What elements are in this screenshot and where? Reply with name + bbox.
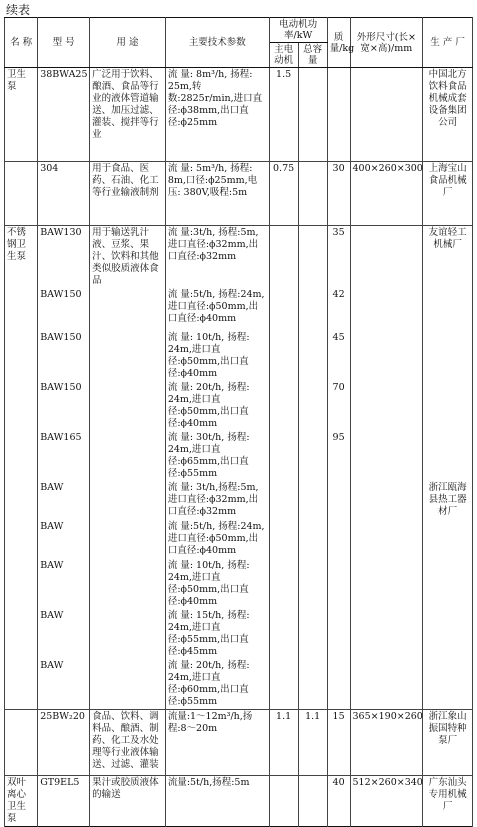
header-mass: 质量/kg xyxy=(327,18,350,68)
table-row xyxy=(5,559,473,609)
cell-maker xyxy=(423,520,473,559)
cell-params: 流 量: 30t/h, 扬程: 24m,进口直径:ϕ65mm,出口直径:ϕ55mm xyxy=(165,431,269,481)
cell-use xyxy=(90,520,166,559)
cell-power-main xyxy=(269,659,298,710)
cell-name xyxy=(5,431,38,481)
cell-dims xyxy=(350,659,423,710)
cell-power-main xyxy=(269,226,298,289)
cell-maker: 广东汕头专用机械厂 xyxy=(423,776,473,827)
cell-maker xyxy=(423,609,473,659)
table-row xyxy=(5,776,473,827)
cell-power-main: 0.75 xyxy=(269,162,298,226)
cell-params: 流 量:5t/h, 扬程:24m,进口直径:ϕ50mm,出口直径:ϕ40mm xyxy=(165,520,269,559)
cell-maker: 友谊轻工机械厂 xyxy=(423,226,473,289)
cell-mass xyxy=(327,559,350,609)
cell-model: BAW xyxy=(38,481,90,520)
cell-mass xyxy=(327,68,350,162)
cell-name: 不锈钢卫生泵 xyxy=(5,226,38,289)
cell-params: 流 量: 3t/h,扬程:5m,进口直径:ϕ32mm,出口直径:ϕ32mm xyxy=(165,481,269,520)
cell-power-main xyxy=(269,431,298,481)
cell-power-total xyxy=(298,226,327,289)
table-row xyxy=(5,162,473,226)
cell-power-total xyxy=(298,520,327,559)
cell-name xyxy=(5,162,38,226)
cell-power-total xyxy=(298,609,327,659)
cell-model: 25BW₂20 xyxy=(38,710,90,776)
table-row xyxy=(5,431,473,481)
cell-power-main: 1.5 xyxy=(269,68,298,162)
cell-model: BAW xyxy=(38,609,90,659)
table-row xyxy=(5,226,473,289)
cell-model: BAW150 xyxy=(38,288,90,331)
cell-mass: 45 xyxy=(327,331,350,381)
cell-params: 流 量: 15t/h, 扬程: 24m,进口直径:ϕ55mm,出口直径:ϕ45mm xyxy=(165,609,269,659)
cell-power-total xyxy=(298,659,327,710)
cell-use: 食品、饮料、调料品、酿酒、制药、化工及水处理等行业液体输送、过滤、灌装 xyxy=(90,710,166,776)
cell-maker xyxy=(423,559,473,609)
cell-name: 双叶离心卫生泵 xyxy=(5,776,38,827)
cell-use xyxy=(90,288,166,331)
cell-params: 流 量: 20t/h, 扬程: 24m,进口直径:ϕ50mm,出口直径:ϕ40mm xyxy=(165,381,269,431)
header-params: 主要技术参数 xyxy=(165,18,269,68)
cell-maker: 上海宝山食品机械厂 xyxy=(423,162,473,226)
header-power-main: 主电动机 xyxy=(269,43,298,68)
cell-use xyxy=(90,659,166,710)
cell-name xyxy=(5,331,38,381)
cell-mass: 40 xyxy=(327,776,350,827)
cell-power-main xyxy=(269,609,298,659)
cell-power-total xyxy=(298,431,327,481)
cell-dims xyxy=(350,609,423,659)
cell-name xyxy=(5,659,38,710)
cell-power-total xyxy=(298,776,327,827)
cell-name xyxy=(5,288,38,331)
cell-maker xyxy=(423,288,473,331)
table-row xyxy=(5,331,473,381)
cell-power-main xyxy=(269,520,298,559)
cell-power-total xyxy=(298,559,327,609)
cell-dims xyxy=(350,431,423,481)
cell-dims xyxy=(350,520,423,559)
cell-use: 用于输送乳汁液、豆浆、果汁、饮料和其他类似胶质液体食品 xyxy=(90,226,166,289)
cell-model: BAW xyxy=(38,659,90,710)
header-name: 名 称 xyxy=(5,18,38,68)
cell-params: 流量:1～12m³/h,扬程:8～20m xyxy=(165,710,269,776)
pump-spec-table xyxy=(4,17,473,827)
cell-name xyxy=(5,481,38,520)
cell-mass xyxy=(327,609,350,659)
header-maker: 生 产 厂 xyxy=(423,18,473,68)
cell-mass: 42 xyxy=(327,288,350,331)
cell-use xyxy=(90,609,166,659)
cell-model: 304 xyxy=(38,162,90,226)
cell-name xyxy=(5,381,38,431)
cell-params: 流 量:3t/h, 扬程:5m,进口直径:ϕ32mm,出口直径:ϕ32mm xyxy=(165,226,269,289)
cell-model: BAW150 xyxy=(38,381,90,431)
cell-maker xyxy=(423,381,473,431)
cell-power-total: 1.1 xyxy=(298,710,327,776)
table-row xyxy=(5,481,473,520)
cell-power-main xyxy=(269,559,298,609)
cell-mass: 70 xyxy=(327,381,350,431)
cell-dims xyxy=(350,68,423,162)
cell-name xyxy=(5,559,38,609)
cell-use xyxy=(90,481,166,520)
cell-power-total xyxy=(298,381,327,431)
header-dims: 外形尺寸(长×宽×高)/mm xyxy=(350,18,423,68)
cell-maker xyxy=(423,659,473,710)
cell-params: 流 量: 8m³/h, 扬程: 25m,转数:2825r/min,进口直径:ϕ38mm,出口直径:ϕ25mm xyxy=(165,68,269,162)
cell-power-total xyxy=(298,68,327,162)
table-body xyxy=(5,68,473,827)
cell-power-main xyxy=(269,481,298,520)
table-caption: 续表 xyxy=(6,3,31,17)
cell-model: GT9EL5 xyxy=(38,776,90,827)
cell-power-main: 1.1 xyxy=(269,710,298,776)
table-row xyxy=(5,288,473,331)
cell-use: 用于食品、医药、石油、化工等行业输液制剂 xyxy=(90,162,166,226)
header-model: 型 号 xyxy=(38,18,90,68)
table-row xyxy=(5,68,473,162)
cell-maker xyxy=(423,331,473,381)
cell-model: BAW130 xyxy=(38,226,90,289)
cell-use xyxy=(90,331,166,381)
cell-power-main xyxy=(269,776,298,827)
cell-model: 38BWA25 xyxy=(38,68,90,162)
cell-use xyxy=(90,381,166,431)
cell-power-total xyxy=(298,288,327,331)
cell-params: 流 量: 5m³/h, 扬程: 8m,口径:ϕ25mm,电压: 380V,吸程:5m xyxy=(165,162,269,226)
table-row xyxy=(5,520,473,559)
cell-model: BAW xyxy=(38,559,90,609)
cell-mass: 95 xyxy=(327,431,350,481)
cell-dims xyxy=(350,226,423,289)
cell-power-main xyxy=(269,288,298,331)
cell-power-main xyxy=(269,331,298,381)
cell-mass: 35 xyxy=(327,226,350,289)
table-row xyxy=(5,710,473,776)
cell-mass: 15 xyxy=(327,710,350,776)
cell-model: BAW xyxy=(38,520,90,559)
cell-maker: 浙江瓯海县热工器材厂 xyxy=(423,481,473,520)
cell-maker: 浙江象山振国特种泵厂 xyxy=(423,710,473,776)
cell-model: BAW165 xyxy=(38,431,90,481)
cell-model: BAW150 xyxy=(38,331,90,381)
cell-name xyxy=(5,710,38,776)
cell-use: 广泛用于饮料、酿酒、食品等行业的液体管道输送、加压过滤、灌装、搅拌等行业 xyxy=(90,68,166,162)
cell-dims: 512×260×340 xyxy=(350,776,423,827)
cell-power-main xyxy=(269,381,298,431)
cell-name: 卫生泵 xyxy=(5,68,38,162)
cell-use: 果汁或胶质液体的输送 xyxy=(90,776,166,827)
cell-params: 流 量:5t/h, 扬程:24m,进口直径:ϕ50mm,出口直径:ϕ40mm xyxy=(165,288,269,331)
cell-dims: 400×260×300 xyxy=(350,162,423,226)
cell-power-total xyxy=(298,162,327,226)
header-power: 电动机功率/kW xyxy=(269,18,327,43)
cell-dims xyxy=(350,559,423,609)
cell-mass xyxy=(327,481,350,520)
cell-maker: 中国北方饮料食品机械成套设备集团公司 xyxy=(423,68,473,162)
header-use: 用 途 xyxy=(90,18,166,68)
header-power-total: 总容量 xyxy=(298,43,327,68)
cell-maker xyxy=(423,431,473,481)
cell-use xyxy=(90,431,166,481)
cell-name xyxy=(5,609,38,659)
cell-mass: 30 xyxy=(327,162,350,226)
table-row xyxy=(5,609,473,659)
cell-params: 流量:5t/h,扬程:5m xyxy=(165,776,269,827)
cell-use xyxy=(90,559,166,609)
cell-params: 流 量: 10t/h, 扬程: 24m,进口直径:ϕ50mm,出口直径:ϕ40mm xyxy=(165,331,269,381)
cell-mass xyxy=(327,659,350,710)
cell-params: 流 量: 10t/h, 扬程: 24m,进口直径:ϕ50mm,出口直径:ϕ40mm xyxy=(165,559,269,609)
cell-params: 流 量: 20t/h, 扬程: 24m,进口直径:ϕ60mm,出口直径:ϕ55mm xyxy=(165,659,269,710)
cell-dims xyxy=(350,481,423,520)
table-row xyxy=(5,659,473,710)
table-row xyxy=(5,381,473,431)
cell-name xyxy=(5,520,38,559)
cell-dims xyxy=(350,381,423,431)
cell-dims: 365×190×260 xyxy=(350,710,423,776)
cell-power-total xyxy=(298,481,327,520)
cell-dims xyxy=(350,288,423,331)
cell-power-total xyxy=(298,331,327,381)
cell-mass xyxy=(327,520,350,559)
cell-dims xyxy=(350,331,423,381)
